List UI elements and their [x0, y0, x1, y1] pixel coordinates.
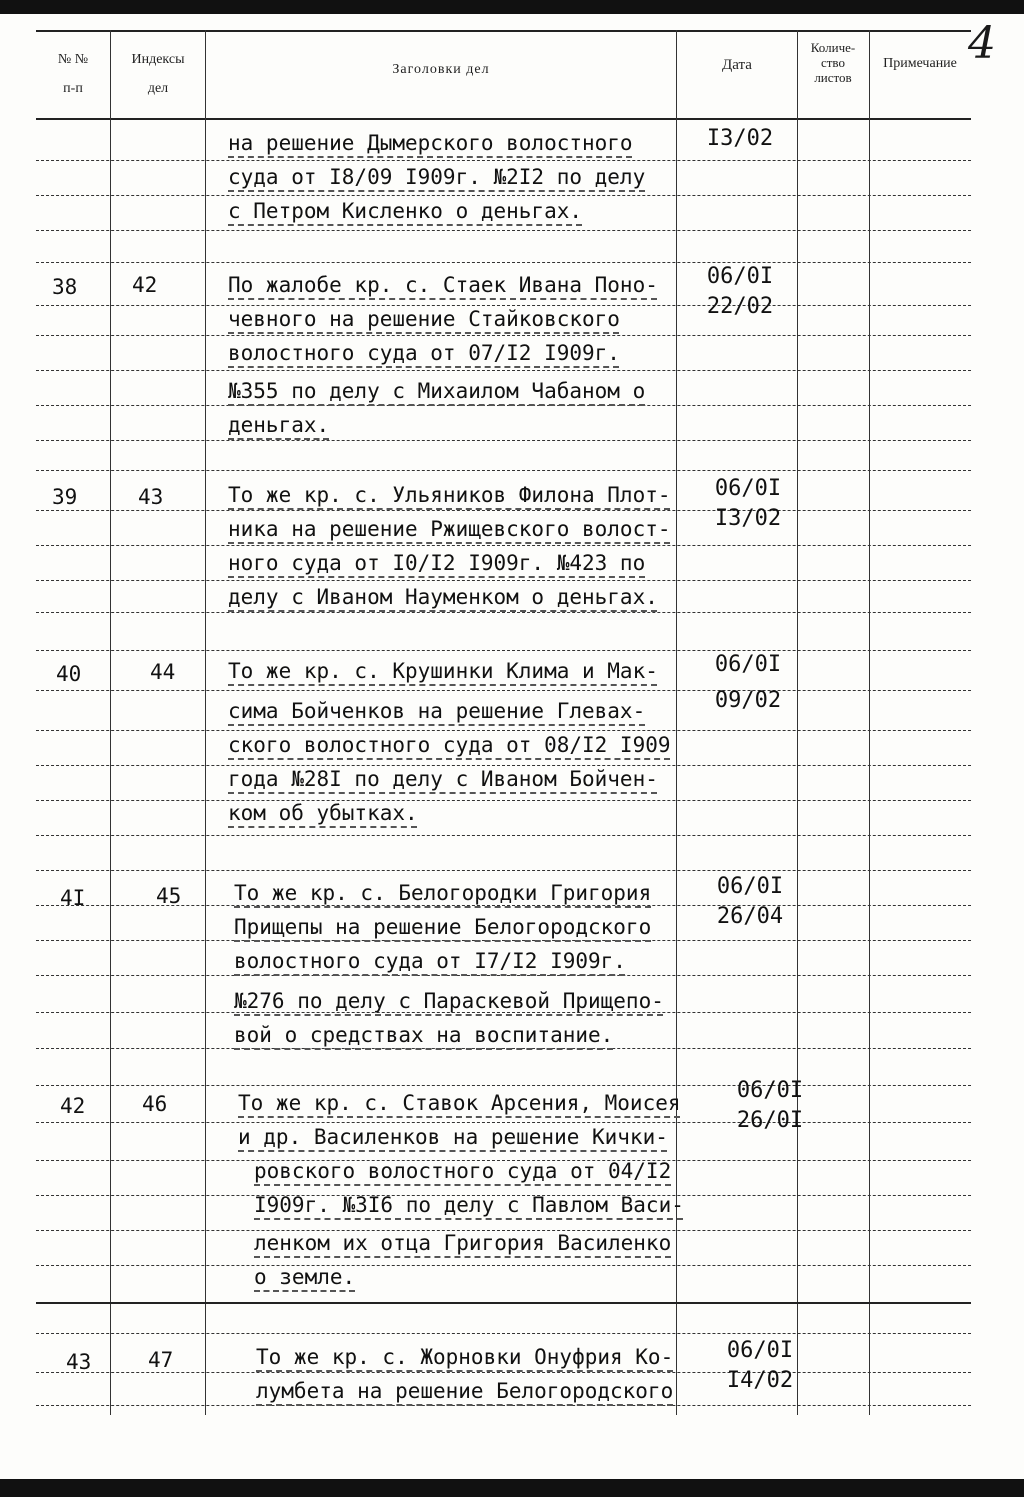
record-title-line: суда от I8/09 I909г. №2I2 по делу [228, 165, 646, 189]
record-date: 06/0I [706, 264, 774, 289]
record-title [234, 876, 704, 1052]
col-rule-5 [869, 30, 870, 1415]
scan-border-top [0, 0, 1024, 14]
record-date: 06/0I [714, 476, 782, 501]
record-date: 22/02 [706, 294, 774, 319]
header-num-line2: п-п [63, 81, 83, 96]
record-title-line: на решение Дымерского волостного [228, 131, 633, 155]
record-title-line: лумбета на решение Белогородского [256, 1379, 674, 1403]
header-index-line2: дел [147, 81, 169, 96]
row-guide [36, 262, 971, 263]
record-dates [680, 262, 800, 322]
header-sheets-line3: листов [814, 70, 852, 85]
col-rule-4 [797, 30, 798, 1415]
record-date: 06/0I [716, 874, 784, 899]
record-index: 47 [148, 1348, 174, 1372]
record-title [228, 478, 698, 614]
header-top-rule [36, 30, 971, 32]
record-title-line: №355 по делу с Михаилом Чабаном о [228, 379, 646, 403]
record-date: 09/02 [714, 688, 782, 713]
row-guide [36, 870, 971, 871]
record-title-line: ника на решение Ржищевского волост- [228, 517, 671, 541]
record-title-line: То же кр. с. Ставок Арсения, Моисея [238, 1091, 681, 1115]
row-guide [36, 470, 971, 471]
record-title-line: вой о средствах на воспитание. [234, 1023, 614, 1047]
record-title-line: №276 по делу с Параскевой Прищепо- [234, 989, 664, 1013]
record-title-line: года №28I по делу с Иваном Бойчен- [228, 767, 658, 791]
header-index [112, 52, 204, 96]
record-title-line: То же кр. с. Ульяников Филона Плот- [228, 483, 671, 507]
record-dates [680, 124, 800, 154]
record-title [256, 1340, 696, 1408]
record-title-line: ского волостного суда от 08/I2 I909 [228, 733, 671, 757]
header-note: Примечание [883, 56, 957, 71]
record-title-line: о земле. [254, 1265, 356, 1289]
record-title [228, 268, 698, 442]
record-date: 26/0I [736, 1108, 804, 1133]
record-index: 46 [142, 1092, 168, 1116]
record-index: 42 [132, 273, 158, 297]
record-title-line: I909г. №3I6 по делу с Павлом Васи- [254, 1193, 684, 1217]
record-title-line: ного суда от I0/I2 I909г. №423 по [228, 551, 646, 575]
record-title [228, 654, 698, 830]
record-title-line: деньгах. [228, 413, 330, 437]
record-dates [688, 474, 808, 534]
record-title-line: волостного суда от I7/I2 I909г. [234, 949, 626, 973]
record-title-line: ком об убытках. [228, 801, 418, 825]
record-title-line: ровского волостного суда от 04/I2 [254, 1159, 672, 1183]
record-index: 43 [138, 485, 164, 509]
header-bottom-rule [36, 118, 971, 120]
record-title-line: То же кр. с. Жорновки Онуфрия Ко- [256, 1345, 674, 1369]
record-date: 06/0I [726, 1338, 794, 1363]
scan-border-bottom [0, 1479, 1024, 1497]
record-date: 26/04 [716, 904, 784, 929]
record-date: I3/02 [706, 126, 774, 151]
record-number: 39 [52, 485, 78, 509]
record-date: I4/02 [726, 1368, 794, 1393]
record-title [238, 1086, 708, 1294]
header-num-line1: № № [57, 52, 89, 67]
header-date: Дата [722, 57, 752, 73]
header-sheets-line1: Количе- [810, 40, 856, 55]
record-date: I3/02 [714, 506, 782, 531]
row-guide [36, 230, 971, 231]
record-title-line: То же кр. с. Крушинки Клима и Мак- [228, 659, 658, 683]
record-dates [710, 1076, 830, 1136]
record-title-line: с Петром Кисленко о деньгах. [228, 199, 583, 223]
col-rule-2 [205, 30, 206, 1415]
row-guide [36, 835, 971, 836]
record-date: 06/0I [736, 1078, 804, 1103]
record-title-line: По жалобе кр. с. Стаек Ивана Поно- [228, 273, 658, 297]
record-dates [700, 1336, 820, 1396]
record-title-line: волостного суда от 07/I2 I909г. [228, 341, 620, 365]
record-title-line: чевного на решение Стайковского [228, 307, 620, 331]
record-title-line: То же кр. с. Белогородки Григория [234, 881, 652, 905]
record-title-line: делу с Иваном Науменком о деньгах. [228, 585, 658, 609]
record-title [228, 126, 698, 228]
header-index-line1: Индексы [131, 52, 185, 67]
header-num [38, 52, 108, 96]
row-guide [36, 1333, 971, 1334]
header-sheets-line2: ство [820, 55, 845, 70]
record-number: 43 [66, 1350, 92, 1374]
header-sheets [797, 40, 869, 85]
record-title-line: сима Бойченков на решение Глевах- [228, 699, 646, 723]
record-index: 44 [150, 660, 176, 684]
header-title: Заголовки дел [392, 62, 490, 77]
page-number: 4 [968, 18, 996, 69]
record-title-line: Прищепы на решение Белогородского [234, 915, 652, 939]
record-number: 40 [56, 662, 82, 686]
row-guide [36, 650, 971, 651]
record-date: 06/0I [714, 652, 782, 677]
record-number: 4I [60, 886, 86, 910]
col-rule-1 [110, 30, 111, 1415]
row-guide-strong [36, 1302, 971, 1304]
record-title-line: и др. Василенков на решение Кички- [238, 1125, 668, 1149]
record-number: 38 [52, 275, 78, 299]
record-title-line: ленком их отца Григория Василенко [254, 1231, 672, 1255]
record-number: 42 [60, 1094, 86, 1118]
record-dates [688, 650, 808, 716]
record-index: 45 [156, 884, 182, 908]
record-dates [690, 872, 810, 932]
